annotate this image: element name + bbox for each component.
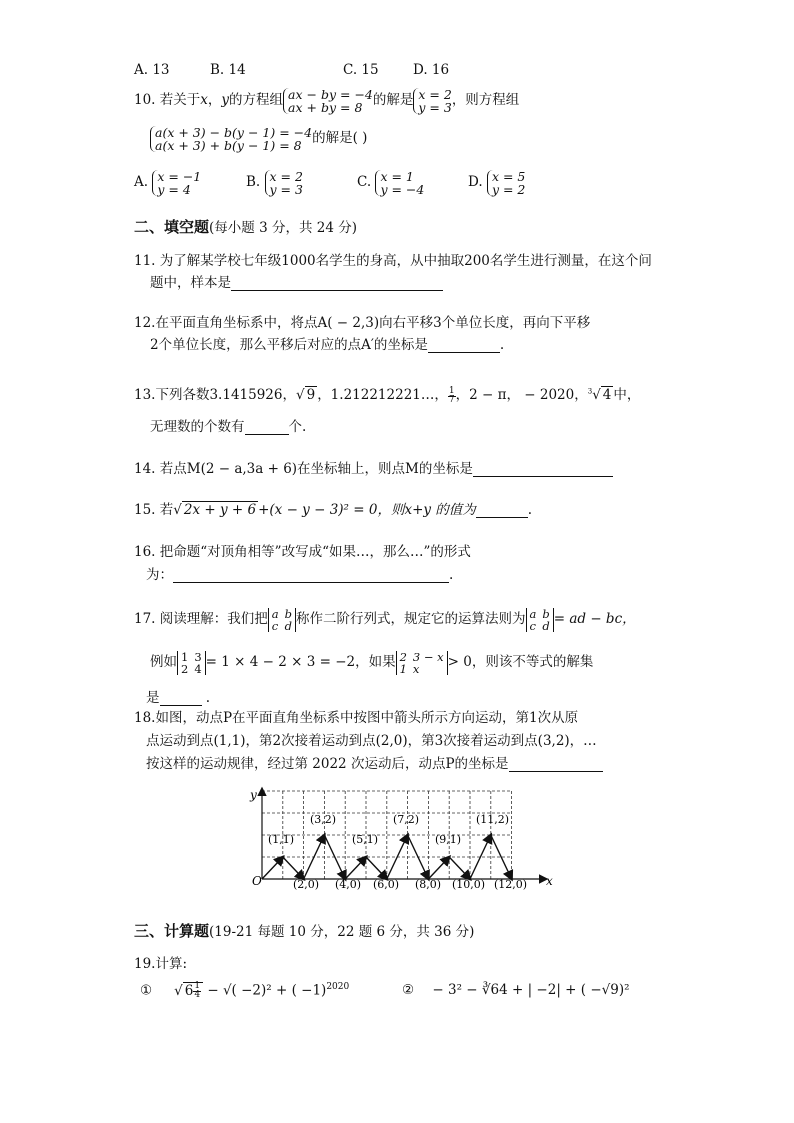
q10-solution: [413, 88, 451, 114]
point-label-2-0: (2,0): [293, 878, 320, 891]
point-label-11-2: (11,2): [476, 813, 510, 826]
q17-example-determinant: [177, 651, 206, 675]
q13-answer-blank[interactable]: [245, 420, 289, 435]
q10-is: 的解是: [372, 92, 414, 108]
q9-option-c: C. 15: [343, 62, 379, 78]
q10-comma: ，: [207, 92, 222, 108]
det-cell: a: [271, 606, 279, 621]
motion-segment: [366, 857, 387, 879]
q10-tail: ，则方程组: [451, 92, 520, 108]
q11-text: 题中，样本是: [150, 275, 231, 291]
q10-opt-label: B.: [246, 174, 261, 190]
q10-opt-label: D.: [468, 174, 483, 190]
q10-sys2-eq2: a(x + 3) + b(y − 1) = 8: [155, 137, 302, 153]
q19-part1-rest: − √( −2)² + ( −1): [203, 982, 327, 999]
q15-radicand: 2x + y + 6: [183, 502, 257, 518]
det-cell: 3: [194, 649, 202, 664]
q15-lead: 15. 若: [134, 502, 174, 518]
q10-line1: [134, 86, 519, 114]
q19-mixed-number: [183, 982, 203, 999]
q14-answer-blank[interactable]: [473, 462, 613, 477]
q11-answer-blank[interactable]: [231, 276, 443, 291]
q10-opt-eq: y = −4: [380, 181, 425, 197]
det-cell: b: [284, 606, 292, 621]
q17-text-b: 称作二阶行列式，规定它的运算法则为: [296, 611, 526, 627]
q10-opt-eq: x = 5: [491, 168, 526, 184]
det-cell: a: [529, 606, 537, 621]
q10-tail2: 的解是( ): [312, 130, 368, 146]
det-cell: c: [529, 618, 536, 633]
motion-figure: [240, 783, 560, 907]
q18-text: 按这样的运动规律，经过第 2022 次运动后，动点P的坐标是: [146, 756, 509, 772]
q10-opt-eq: y = 2: [491, 181, 526, 197]
q18-line3: [146, 752, 603, 772]
q17-text-f: 是: [146, 690, 160, 706]
motion-segment: [262, 857, 283, 879]
origin-label: O: [252, 874, 262, 888]
q10-opt-eq: y = 3: [269, 181, 303, 197]
motion-segment: [345, 857, 366, 879]
q15-answer-blank[interactable]: [476, 503, 528, 518]
q15: 15. 若√ 2x + y + 6 +(x − y − 3)² = 0，则x+y 的值为 .: [134, 502, 533, 518]
q9-option-d: D. 16: [413, 62, 450, 78]
point-label-1-1: (1,1): [268, 833, 295, 846]
q13-sqrt9: 9: [306, 387, 316, 403]
q10-opt-eq: x = 2: [269, 168, 303, 184]
q19-part1: ① √ $6\frac{1}{4}$ − √( −2)² + ( −1)$^{2020}$: [140, 981, 350, 1000]
q15-rest: +(x − y − 3)² = 0，则x+y 的值为: [258, 502, 476, 518]
q10-text: 的方程组: [229, 92, 284, 108]
frac-num: 1: [448, 385, 455, 396]
det-cell: d: [284, 618, 292, 633]
section-3-heading: [134, 920, 474, 941]
q10-opt-system: [487, 170, 525, 196]
det-cell: 3 − x: [412, 649, 444, 664]
q19-part2-expr: − 3² − ∛64 + | −2| + ( −√9)²: [428, 982, 630, 998]
q17-line1: [134, 607, 636, 632]
section-2-title: 二、填空题: [134, 218, 210, 236]
q10-opt-eq: x = −1: [157, 168, 202, 184]
q10-sys2-eq1: a(x + 3) − b(y − 1) = −4: [155, 124, 313, 140]
q12-line1: 12.在平面直角坐标系中，将点A( − 2,3)向右平移3个单位长度，再向下平移: [134, 315, 591, 331]
q17-text-d: = 1 × 4 − 2 × 3 = −2，如果: [205, 654, 396, 670]
q12-answer-blank[interactable]: [428, 338, 500, 353]
section-2-heading: [134, 216, 357, 237]
q10-opt-label: C.: [357, 174, 372, 190]
q18-answer-blank[interactable]: [509, 757, 603, 772]
section-2-note: (每小题 3 分，共 24 分): [209, 220, 357, 236]
frac-den: 4: [194, 990, 201, 1000]
det-cell: 4: [194, 661, 202, 676]
q10-sol-y: y = 3: [418, 99, 452, 115]
q12-line2: [150, 333, 504, 353]
q10-sys1-eq1: ax − by = −4: [288, 86, 373, 102]
q13-text-c: ，2 − π， − 2020，: [455, 387, 588, 403]
q14: [134, 457, 613, 477]
q13-end: 个.: [288, 419, 307, 435]
q16-line2: [146, 563, 453, 583]
q18-line2: 点运动到点(1,1)，第2次接着运动到点(2,0)，第3次接着运动到点(3,2)，…: [146, 733, 597, 749]
q19-mark-1: ①: [140, 982, 153, 999]
q11-line2: [150, 271, 443, 291]
var-y: y: [221, 92, 230, 108]
var-x: x: [200, 92, 208, 108]
q10-opt-eq: x = 1: [380, 168, 414, 184]
q10-system-2: [150, 126, 312, 152]
q13-text-d: 中，: [613, 387, 641, 403]
q16-line1: 16. 把命题“对顶角相等”改写成“如果…，那么…”的形式: [134, 544, 471, 560]
q19-mark-2: ②: [402, 982, 415, 998]
q19-part2: [402, 982, 630, 998]
mixed-fraction: [193, 982, 201, 1000]
det-cell: x: [412, 661, 420, 676]
frac-num: 1: [194, 981, 201, 991]
q14-text: 14. 若点M(2 − a,3a + 6)在坐标轴上，则点M的坐标是: [134, 461, 473, 477]
q10-option-a: [134, 168, 201, 196]
motion-segment: [449, 857, 470, 879]
motion-segment: [283, 857, 304, 879]
q10-option-c: [357, 168, 424, 196]
q16-end: .: [449, 567, 454, 583]
y-axis-label: y: [250, 788, 257, 802]
q12-end: .: [499, 337, 505, 353]
q10-option-b: [246, 168, 303, 196]
q12-text: 2个单位长度，那么平移后对应的点A′的坐标是: [150, 337, 428, 353]
q10-opt-system: [265, 170, 303, 196]
det-cell: 1: [181, 649, 189, 664]
motion-segment: [408, 835, 429, 879]
q17-determinant: [268, 608, 296, 632]
q10-option-d: [468, 168, 525, 196]
q17-text-a: 17. 阅读理解：我们把: [134, 611, 268, 627]
q13-text-a: 13.下列各数3.1415926，: [134, 387, 296, 403]
q10-lead: 10. 若关于: [134, 92, 201, 108]
q17-line2: [150, 650, 593, 675]
point-label-4-0: (4,0): [335, 878, 362, 891]
motion-segment: [428, 857, 449, 879]
q19-lead: 19.计算:: [134, 956, 188, 972]
q10-sys1-eq2: ax + by = 8: [288, 99, 363, 115]
point-label-9-1: (9,1): [435, 833, 462, 846]
grid-lines: [262, 791, 512, 879]
det-cell: c: [271, 618, 279, 633]
point-label-5-1: (5,1): [352, 833, 379, 846]
q18-line1: 18.如图，动点P在平面直角坐标系中按图中箭头所示方向运动，第1次从原: [134, 710, 579, 726]
q15-end: .: [527, 502, 533, 518]
q17-answer-blank[interactable]: [160, 691, 202, 706]
section-3-title: 三、计算题: [134, 922, 210, 940]
q10-opt-eq: y = 4: [157, 181, 191, 197]
point-label-12-0: (12,0): [494, 878, 528, 891]
point-label-7-2: (7,2): [393, 813, 420, 826]
section-3-note: (19-21 每题 10 分，22 题 6 分，共 36 分): [209, 924, 475, 940]
point-label-10-0: (10,0): [452, 878, 486, 891]
q17-inequality-determinant: [396, 651, 448, 675]
det-cell: d: [542, 618, 550, 633]
q17-line3: [146, 686, 210, 706]
q13-line2: [150, 415, 306, 435]
q10-sol-x: x = 2: [418, 86, 452, 102]
frac-den: 7: [448, 394, 455, 405]
q10-opt-system: [375, 170, 424, 196]
det-cell: 2: [399, 649, 407, 664]
q13-line1: 13.下列各数3.1415926，√ 9 ，1.212212221…，$\frac{1}{7}$，2 − π， − 2020，$^3$√ 4 中，: [134, 385, 641, 405]
det-cell: 1: [399, 661, 407, 676]
q16-text: 为：: [146, 567, 173, 583]
point-label-3-2: (3,2): [310, 813, 337, 826]
mixed-whole: 6: [184, 982, 194, 999]
q19-exponent: 2020: [326, 982, 350, 992]
q17-text-e: > 0，则该不等式的解集: [447, 654, 594, 670]
det-cell: b: [542, 606, 550, 621]
q9-option-b: B. 14: [210, 62, 246, 78]
q17-example: 例如: [150, 654, 177, 670]
q16-answer-blank[interactable]: [173, 568, 449, 583]
q11-line1: 11. 为了解某学校七年级1000名学生的身高，从中抽取200名学生进行测量，在这个问: [134, 253, 652, 269]
q17-end: .: [205, 690, 211, 706]
det-cell: 2: [181, 661, 189, 676]
q13-fraction: [448, 387, 456, 405]
q17-determinant-rule: [526, 608, 554, 632]
q13-cbrt4: 4: [602, 387, 612, 403]
q10-system-1: [283, 88, 373, 114]
x-axis-label: x: [546, 874, 553, 888]
point-label-8-0: (8,0): [415, 878, 442, 891]
q13-text-b: ，1.212212221…，: [317, 387, 448, 403]
q10-opt-label: A.: [134, 174, 149, 190]
q13-text: 无理数的个数有: [150, 419, 245, 435]
q9-option-a: A. 13: [134, 62, 170, 78]
motion-segment: [304, 835, 325, 879]
q10-line2: [150, 124, 367, 152]
q17-text-c: = ad − bc，: [553, 611, 636, 627]
point-label-6-0: (6,0): [373, 878, 400, 891]
q10-opt-system: [152, 170, 201, 196]
